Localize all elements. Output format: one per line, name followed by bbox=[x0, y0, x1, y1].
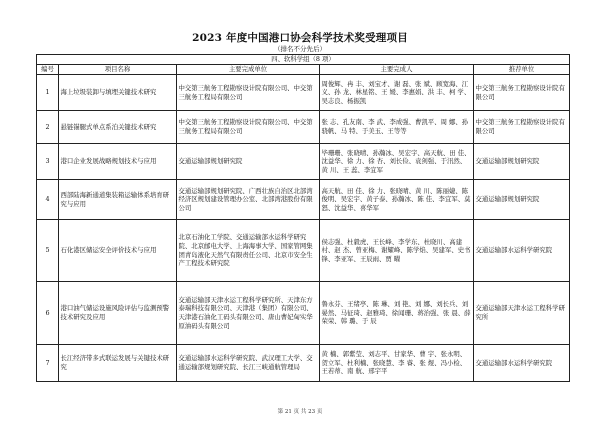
col-header-recommender: 推荐单位 bbox=[474, 65, 570, 75]
row-recommender: 交通运输部水运科学研究院 bbox=[474, 345, 570, 382]
row-project-name: 长江经济带多式联运发展与关键技术研究 bbox=[59, 345, 177, 382]
row-units: 中交第三航务工程勘察设计院有限公司、中交第三航务工程局有限公司 bbox=[177, 111, 320, 144]
group-heading: 四、软科学组（8 项） bbox=[37, 55, 570, 65]
row-people: 侯志强、杜毅虎、王长峰、李学东、杜晓川、高建村、赵 杰、曾亚梅、谢耀峰、陈学焰、吴建军、史书锋、李亚军、王辰雨、贾 曜 bbox=[320, 220, 474, 282]
table-row bbox=[37, 282, 570, 345]
row-number: 1 bbox=[37, 75, 59, 111]
row-recommender: 交通运输部规划研究院 bbox=[474, 180, 570, 220]
col-header-units: 主要完成单位 bbox=[177, 65, 320, 75]
col-header-number: 编号 bbox=[37, 65, 59, 75]
row-recommender: 中交第三航务工程勘察设计院有限公司 bbox=[474, 111, 570, 144]
row-project-name: 港口油气储运设施风险评估与监测预警技术研究及应用 bbox=[59, 282, 177, 345]
row-project-name: 悬链锚腿式单点系泊关键技术研究 bbox=[59, 111, 177, 144]
table-row bbox=[37, 220, 570, 282]
group-heading-row bbox=[37, 55, 570, 65]
row-people: 毕珊珊、张晓晴、孙瀚冰、吴宏宇、高天航、田 佳、沈益华、徐 力、徐 杏、刘长俭、袁剑强、于汛然、黄 川、王 蕊、李宜军 bbox=[320, 144, 474, 180]
row-units: 交通运输部规划研究院 bbox=[177, 144, 320, 180]
row-units: 交通运输部规划研究院、广西壮族自治区北部湾经济区规划建设管理办公室、北部湾港股份有限公司 bbox=[177, 180, 320, 220]
table-row bbox=[37, 180, 570, 220]
row-number: 2 bbox=[37, 111, 59, 144]
table-row bbox=[37, 111, 570, 144]
col-header-people: 主要完成人 bbox=[320, 65, 474, 75]
row-recommender: 交通运输部水运科学研究院 bbox=[474, 220, 570, 282]
row-people: 黄 楠、郭紫莹、刘志平、甘家华、曹 宇、张永明、贺立军、杜利楠、张晓慧、李 睿、张 煜、冯小检、王若蒂、南 航、邢宇平 bbox=[320, 345, 474, 382]
row-project-name: 海上垃圾装卸与填埋关键技术研究 bbox=[59, 75, 177, 111]
row-recommender: 中交第三航务工程勘察设计院有限公司 bbox=[474, 75, 570, 111]
row-units: 中交第三航务工程勘察设计院有限公司、中交第三航务工程局有限公司 bbox=[177, 75, 320, 111]
document-title: 2023 年度中国港口协会科学技术奖受理项目 bbox=[192, 32, 408, 44]
row-project-name: 西部陆海新通道集装箱运输体系培育研究与应用 bbox=[59, 180, 177, 220]
row-units: 北京石油化工学院、交通运输部水运科学研究院、北京邮电大学、上海海事大学、国家管网集团青岛液化天然气有限责任公司、北京市安全生产工程技术研究院 bbox=[177, 220, 320, 282]
row-number: 6 bbox=[37, 282, 59, 345]
table-row bbox=[37, 75, 570, 111]
col-header-project-name: 项目名称 bbox=[59, 65, 177, 75]
row-people: 周俊辉、冉 丰、刘宝才、谢 磊、张 斌、顾宽海、江 义、孙 龙、林星铭、王 媛、李惠娟、洪 丰、柯 学、吴志良、杨振凯 bbox=[320, 75, 474, 111]
table-row bbox=[37, 144, 570, 180]
row-number: 5 bbox=[37, 220, 59, 282]
row-project-name: 石化港区储运安全评价技术与应用 bbox=[59, 220, 177, 282]
row-number: 3 bbox=[37, 144, 59, 180]
row-units: 交通运输部天津水运工程科学研究所、天津东方泰瑞科技有限公司、天津港（集团）有限公司、天津港石油化工码头有限公司、唐山曹妃甸实华原油码头有限公司 bbox=[177, 282, 320, 345]
row-units: 交通运输部水运科学研究院、武汉理工大学、交通运输部规划研究院、长江三峡通航管理局 bbox=[177, 345, 320, 382]
row-people: 张 志、孔友南、李 武、李成强、曹凯平、周 娜、孙骁帆、马 特、于美玉、王等等 bbox=[320, 111, 474, 144]
awards-table bbox=[36, 54, 570, 382]
page-footer: 第 21 页 共 23 页 bbox=[277, 409, 323, 415]
table-row bbox=[37, 345, 570, 382]
row-number: 4 bbox=[37, 180, 59, 220]
row-number: 7 bbox=[37, 345, 59, 382]
document-subtitle: （排名不分先后） bbox=[274, 45, 326, 53]
row-project-name: 港口企业发展战略规划技术与应用 bbox=[59, 144, 177, 180]
row-people: 高天航、田 佳、徐 力、张晓晴、黄 川、陈丽婕、陈俊明、吴宏宇、黄子泰、孙瀚冰、陈 佳、李宜军、莫 怒、沈益华、喜华军 bbox=[320, 180, 474, 220]
row-recommender: 交通运输部规划研究院 bbox=[474, 144, 570, 180]
row-recommender: 交通运输部天津水运工程科学研究所 bbox=[474, 282, 570, 345]
table-header-row bbox=[37, 65, 570, 75]
row-people: 鲁永芬、王绪亭、陈 琳、刘 艳、刘 娜、刘长兵、刘晏然、马征琦、赵雅琦、徐闻珊、蒋治强、张 晨、薛荣荣、韩 璐、于 辰 bbox=[320, 282, 474, 345]
